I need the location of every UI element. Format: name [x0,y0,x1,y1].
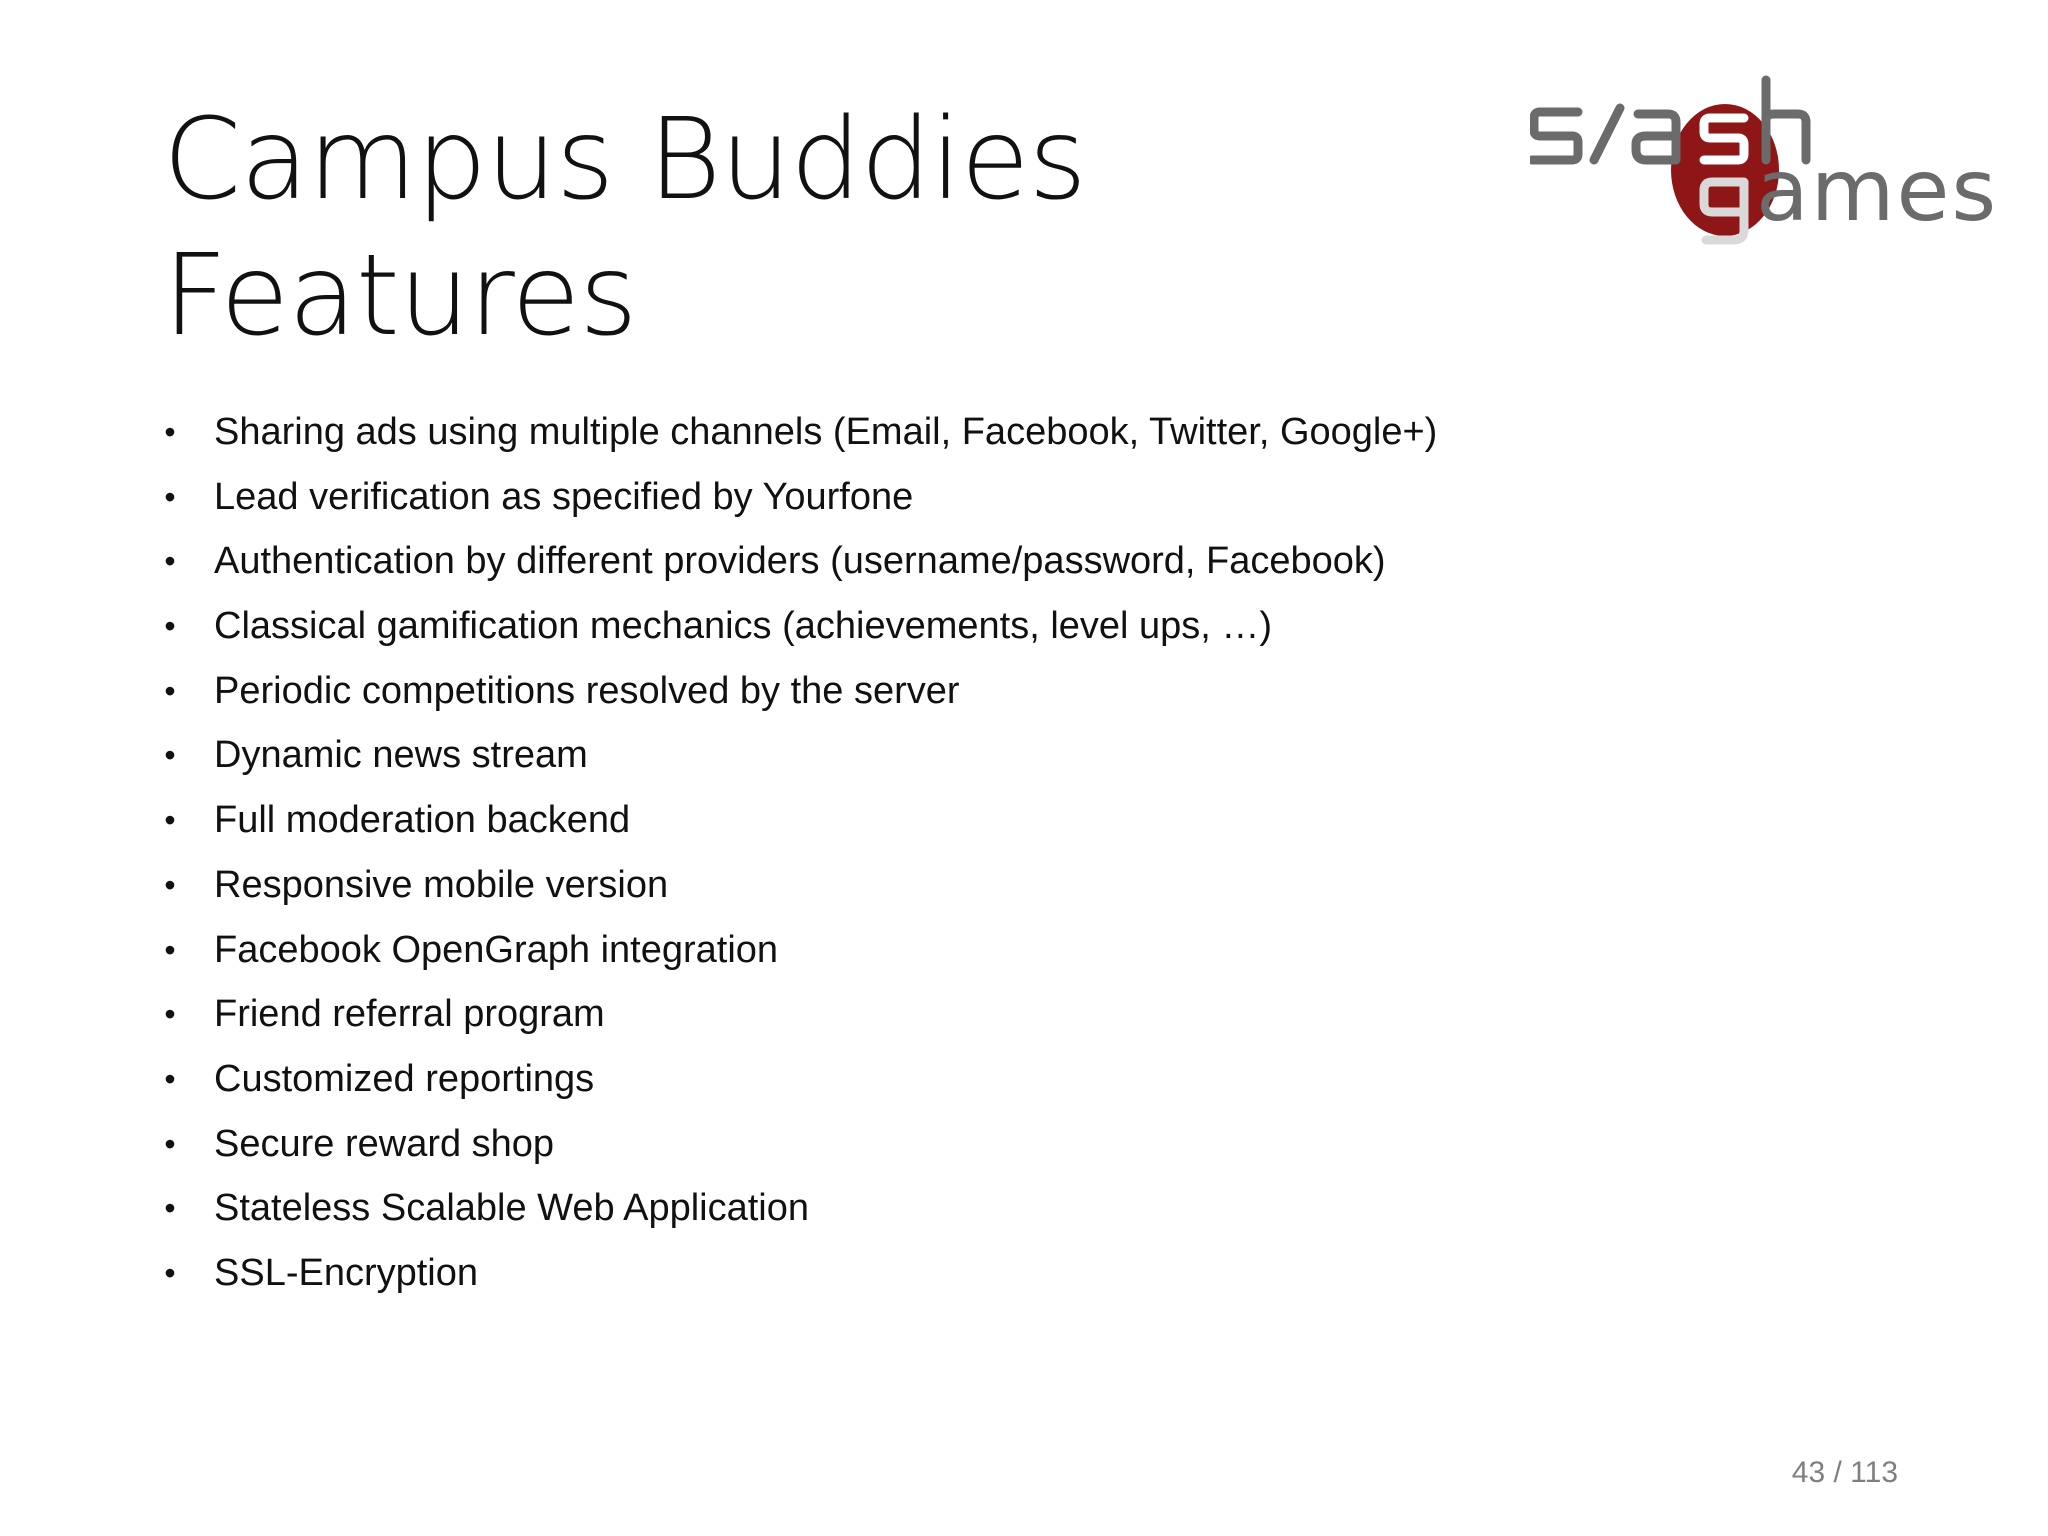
bullet-icon: • [164,608,176,645]
list-item-text: Full moderation backend [214,799,631,842]
bullet-icon: • [164,1190,176,1227]
title-line-2: Features [163,231,637,361]
list-item [160,723,1437,788]
list-item-text: Classical gamification mechanics (achievements, level ups, …) [214,605,1273,648]
list-item [160,594,1437,659]
list-item [160,1241,1437,1306]
bullet-icon: • [164,1060,176,1097]
list-item-text: Customized reportings [214,1057,595,1100]
list-item-text: Responsive mobile version [214,863,669,906]
list-item-text: Dynamic news stream [214,734,588,777]
list-item [160,788,1437,853]
list-item-text: Sharing ads using multiple channels (Email, Facebook, Twitter, Google+) [214,411,1438,453]
list-item-text: SSL-Encryption [214,1251,479,1294]
page-number: 43 / 113 [1791,1456,1898,1489]
list-item-text: Facebook OpenGraph integration [214,928,779,971]
bullet-icon: • [164,866,176,903]
slash-games-logo [1530,70,2048,250]
bullet-icon: • [164,1254,176,1291]
list-item [160,1176,1437,1241]
list-item-text: Secure reward shop [214,1122,555,1165]
feature-list [160,400,1437,1306]
list-item [160,465,1437,530]
logo-letter-a [1636,114,1676,160]
bullet-icon: • [164,931,176,968]
list-item [160,529,1437,594]
bullet-icon: • [164,478,176,515]
logo-slash [1594,108,1620,160]
list-item-text: Lead verification as specified by Yourfone [214,475,914,518]
list-item [160,853,1437,918]
bullet-icon: • [164,996,176,1033]
list-item-text: Authentication by different providers (username/password, Facebook) [214,540,1386,583]
list-item [160,659,1437,724]
list-item [160,918,1437,983]
logo-text-ames: ames [1756,141,1999,241]
title-line-1: Campus Buddies [163,95,1086,225]
bullet-icon: • [164,737,176,774]
list-item-text: Periodic competitions resolved by the server [214,669,960,712]
bullet-icon: • [164,672,176,709]
list-item [160,982,1437,1047]
list-item-text: Stateless Scalable Web Application [214,1187,809,1230]
slide-title [163,92,1086,364]
list-item [160,1112,1437,1177]
bullet-icon: • [164,1125,176,1162]
logo-letter-s [1532,112,1578,160]
list-item-text: Friend referral program [214,993,605,1036]
list-item [160,1047,1437,1112]
list-item [160,400,1437,465]
bullet-icon: • [164,543,176,580]
bullet-icon: • [164,802,176,839]
bullet-icon: • [164,414,176,450]
